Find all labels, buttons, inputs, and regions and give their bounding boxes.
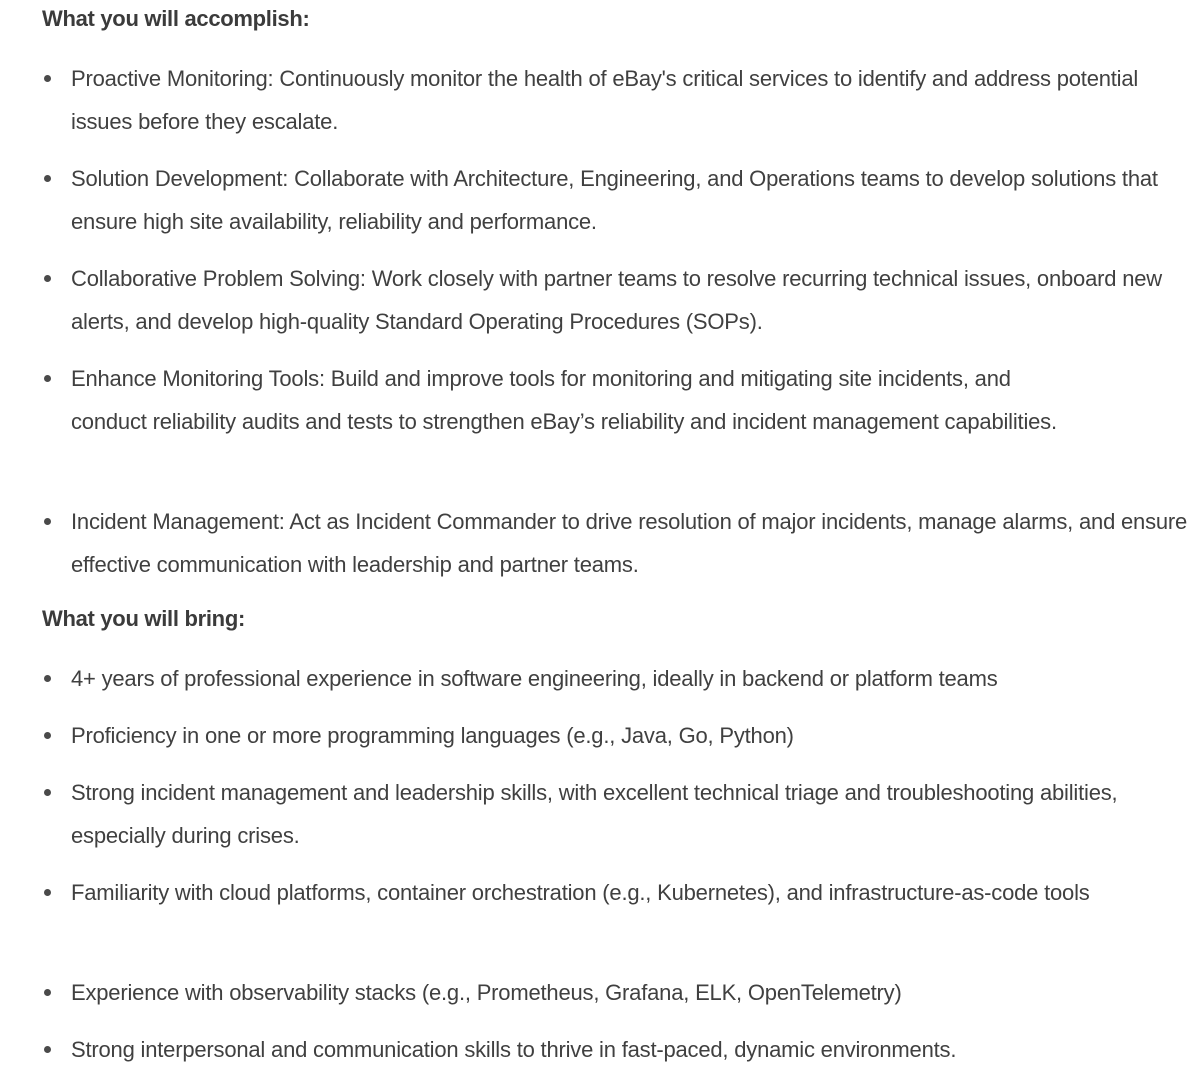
bullet-icon: [44, 375, 51, 382]
list-item: Enhance Monitoring Tools: Build and improve tools for monitoring and mitigating site incidents, and conduct reliability audits and tests to strengthen eBay’s reliability and incident management capabilities.: [71, 366, 1057, 434]
bullet-icon: [44, 989, 51, 996]
list-item: Incident Management: Act as Incident Commander to drive resolution of major incidents, manage alarms, and ensure effective communication with leadership and partner teams.: [71, 509, 1188, 577]
list-item: Strong interpersonal and communication skills to thrive in fast-paced, dynamic environments.: [71, 1037, 957, 1062]
section-heading-bring: What you will bring:: [42, 606, 245, 631]
bullet-icon: [44, 675, 51, 682]
bullet-icon: [44, 1046, 51, 1053]
bullet-icon: [44, 889, 51, 896]
list-item: Experience with observability stacks (e.g., Prometheus, Grafana, ELK, OpenTelemetry): [71, 980, 902, 1005]
list-item: Solution Development: Collaborate with Architecture, Engineering, and Operations teams to develop solutions that ensure high site availability, reliability and performance.: [71, 166, 1158, 234]
bullet-icon: [44, 789, 51, 796]
list-item: Proficiency in one or more programming languages (e.g., Java, Go, Python): [71, 723, 794, 748]
list-item: Collaborative Problem Solving: Work closely with partner teams to resolve recurring technical issues, onboard new alerts, and develop high-quality Standard Operating Procedures (SOPs).: [71, 266, 1162, 334]
list-item: Strong incident management and leadership skills, with excellent technical triage and troubleshooting abilities, especially during crises.: [71, 780, 1118, 848]
list-item: Familiarity with cloud platforms, container orchestration (e.g., Kubernetes), and infrastructure-as-code tools: [71, 880, 1090, 905]
bullet-icon: [44, 275, 51, 282]
bullet-icon: [44, 75, 51, 82]
section-heading-accomplish: What you will accomplish:: [42, 6, 310, 31]
list-item: Proactive Monitoring: Continuously monitor the health of eBay's critical services to identify and address potential issues before they escalate.: [71, 66, 1139, 134]
bullet-icon: [44, 732, 51, 739]
list-item: 4+ years of professional experience in software engineering, ideally in backend or platform teams: [71, 666, 998, 691]
bullet-icon: [44, 518, 51, 525]
bullet-icon: [44, 175, 51, 182]
